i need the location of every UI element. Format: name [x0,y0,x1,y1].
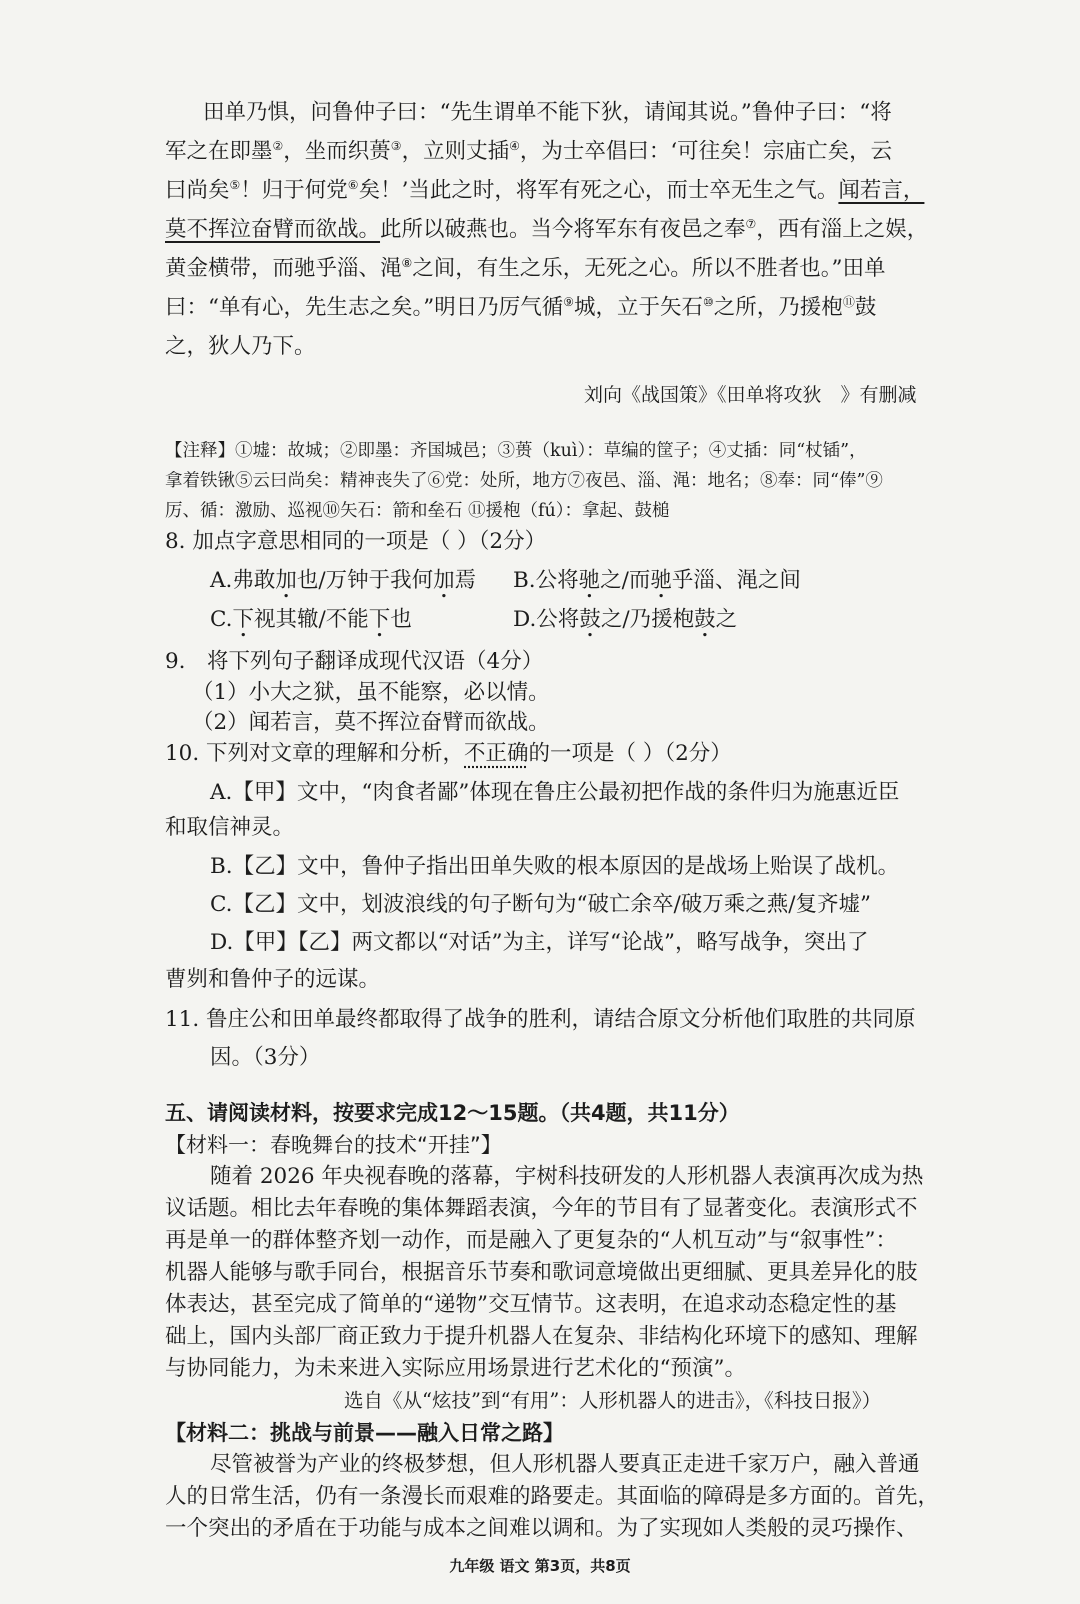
text: 之 [715,607,738,632]
material2-line-2 [165,1482,939,1512]
q11-line-2 [210,1043,320,1073]
text: 再是单一的群体整齐划一动作，而是融入了更复杂的“人机互动”与“叙事性”： [165,1228,897,1253]
material2-line-1 [210,1450,920,1480]
text: D.公将 [513,607,580,632]
text: 也/万钟于我何 [296,568,434,593]
passage-line-1 [203,98,892,128]
q10-option-d-line2 [165,965,380,995]
text: 之间，有生之乐，无死之心。所以不胜者也。”田单 [412,256,886,281]
notes-line-3 [165,498,670,524]
notes-line-1 [165,438,867,464]
q8-option-b [513,566,801,596]
passage-line-7 [165,332,316,362]
text: C. [210,607,233,632]
material1-title [165,1130,502,1160]
q10-option-d-line1 [210,928,869,958]
q8-option-c [210,605,412,635]
text: 焉 [454,568,477,593]
text: A.【甲】文中，“肉食者鄙”体现在鲁庄公最初把作战的条件归为施惠近臣 [210,780,900,805]
text: 之/乃援枹 [600,607,695,632]
text: 之所，乃援枹 [713,295,843,320]
passage-line-2 [165,137,892,167]
text: 田单乃惧，问鲁仲子曰：“先生谓单不能下狄，请闻其说。”鲁仲子曰：“将 [203,100,892,125]
text: B.公将 [513,568,579,593]
q8-stem [165,527,546,557]
material1-line-5 [165,1290,897,1320]
text: 议话题。相比去年春晚的集体舞蹈表演，今年的节目有了显著变化。表演形式不 [165,1196,918,1221]
text: 军之在即墨 [165,139,273,164]
note-ref: ⑤ [229,177,241,192]
dotted-char: 驰 [650,568,672,593]
underlined-text: 闻若言， [838,178,925,203]
text: 鼓 [854,295,877,320]
dotted-char: 下 [368,607,391,632]
text: 曰：“单有心，先生志之矣。”明日乃厉气循 [165,295,564,320]
material2-line-3 [165,1514,918,1544]
q10-option-a-line2 [165,813,294,843]
text: ！归于何党 [240,178,348,203]
text: ，坐而织蒉 [283,139,391,164]
text: ，为士卒倡曰：‘可往矣！宗庙亡矣，云 [519,139,893,164]
q8-option-d [513,605,737,635]
q10-option-a-line1 [210,778,899,808]
text: D.【甲】【乙】两文都以“对话”为主，详写“论战”，略写战争，突出了 [210,930,869,955]
text: 曰尚矣 [165,178,230,203]
note-ref: ② [272,138,284,153]
text: 尽管被誉为产业的终极梦想，但人形机器人要真正走进千家万户，融入普通 [210,1452,920,1477]
text: 础上，国内头部厂商正致力于提升机器人在复杂、非结构化环境下的感知、理解 [165,1324,918,1349]
note-ref: ③ [390,138,402,153]
text: 一个突出的矛盾在于功能与成本之间难以调和。为了实现如人类般的灵巧操作、 [165,1516,918,1541]
text: 之，狄人乃下。 [165,334,316,359]
emphasis-text: 不正确 [464,741,529,766]
passage-source [584,380,917,410]
q10-stem [165,739,732,769]
text: 与协同能力，为未来进入实际应用场景进行艺术化的“预演”。 [165,1356,746,1381]
text: 黄金横带，而驰乎淄、渑 [165,256,402,281]
section5-title [165,1098,740,1128]
passage-line-3 [165,176,924,206]
material1-line-1 [210,1162,923,1192]
note-ref: ⑧ [401,255,413,270]
material1-line-6 [165,1322,918,1352]
text: （2）闻若言，莫不挥泣奋臂而欲战。 [192,710,550,735]
text: ，立则丈插 [401,139,510,164]
text: A.弗敢 [210,568,276,593]
material1-line-4 [165,1258,918,1288]
text: 也 [390,607,412,632]
text: 拿着铁锹⑤云曰尚矣：精神丧失了⑥党：处所，地方⑦夜邑、淄、渑：地名；⑧奉：同“俸”⑨ [165,471,883,491]
text: 11. 鲁庄公和田单最终都取得了战争的胜利，请结合原文分析他们取胜的共同原 [165,1007,916,1032]
note-ref: ④ [509,138,520,153]
text: 视其辙/不能 [254,607,369,632]
text: 【材料二：挑战与前景——融入日常之路】 [165,1421,564,1445]
note-ref: ⑩ [703,294,714,309]
q9-sentence-2 [192,708,550,738]
dotted-char: 鼓 [694,607,716,632]
text: 人的日常生活，仍有一条漫长而艰难的路要走。其面临的障碍是多方面的。首先， [165,1484,940,1509]
text: 乎淄、渑之间 [671,568,801,593]
text: 城，立于矢石 [574,295,704,320]
text: ，西有淄上之娱， [756,217,929,242]
material1-source [344,1386,881,1416]
footer-text: 九年级 语文 第3页，共8页 [449,1557,631,1575]
material1-line-3 [165,1226,897,1256]
material1-line-2 [165,1194,918,1224]
material2-title [165,1418,564,1448]
dotted-char: 加 [433,568,455,593]
text: 8. 加点字意思相同的一项是（ ）（2分） [165,529,547,554]
text: （1）小大之狱，虽不能察，必以情。 [192,680,550,705]
text: 因。（3分） [210,1045,321,1070]
underlined-text: 莫不挥泣奋臂而欲战。 [165,217,381,242]
text: 此所以破燕也。当今将军东有夜邑之奉 [380,217,746,242]
text: 矣！’当此之时，将军有死之心，而士卒无生之气。 [358,178,839,203]
q11-line-1 [165,1005,916,1035]
page-footer [0,1555,1080,1576]
note-ref: ⑥ [347,177,359,192]
passage-line-4 [165,215,928,245]
text: C.【乙】文中，划波浪线的句子断句为“破亡余卒/破万乘之燕/复齐墟” [210,892,871,917]
text: 【注释】①墟：故城；②即墨：齐国城邑；③蒉（kuì）：草编的筐子；④丈插：同“杖锸”， [165,441,867,461]
text: 体表达，甚至完成了简单的“递物”交互情节。这表明，在追求动态稳定性的基 [165,1292,897,1317]
dotted-char: 加 [275,568,297,593]
q8-option-a [210,566,476,596]
notes-line-2 [165,468,883,494]
text: 随着 2026 年央视春晚的落幕，宇树科技研发的人形机器人表演再次成为热 [210,1164,924,1189]
text: 五、请阅读材料，按要求完成12～15题。（共4题，共11分） [165,1101,740,1125]
q10-option-b [210,852,899,882]
text: 9. 将下列句子翻译成现代汉语（4分） [165,649,544,674]
q10-option-c [210,890,871,920]
note-ref: ⑨ [563,294,575,309]
text: 和取信神灵。 [165,815,295,840]
text: 机器人能够与歌手同台，根据音乐节奏和歌词意境做出更细腻、更具差异化的肢 [165,1260,918,1285]
note-ref: ⑦ [745,216,757,231]
text: B.【乙】文中，鲁仲子指出田单失败的根本原因的是战场上贻误了战机。 [210,854,900,879]
q9-sentence-1 [192,678,550,708]
text: 选自《从“炫技”到“有用”：人形机器人的进击》，《科技日报》） [344,1389,882,1412]
text: 厉、循：激励、巡视⑩矢石：箭和垒石 ⑪援枹（fú）：拿起、鼓槌 [165,501,670,521]
note-ref: ⑪ [842,294,855,309]
q9-stem [165,647,543,677]
text: 曹刿和鲁仲子的远谋。 [165,967,381,992]
dotted-char: 下 [232,607,255,632]
text: 的一项是（ ）（2分） [528,741,732,766]
material1-line-7 [165,1354,746,1384]
passage-line-6 [165,293,876,323]
passage-line-5 [165,254,886,284]
dotted-char: 驰 [578,568,601,593]
text: 刘向《战国策》《田单将攻狄 》有删减 [584,384,917,406]
text: 【材料一：春晚舞台的技术“开挂”】 [165,1133,502,1157]
dotted-char: 鼓 [579,607,601,632]
text: 10. 下列对文章的理解和分析， [165,741,465,766]
text: 之/而 [600,568,651,593]
